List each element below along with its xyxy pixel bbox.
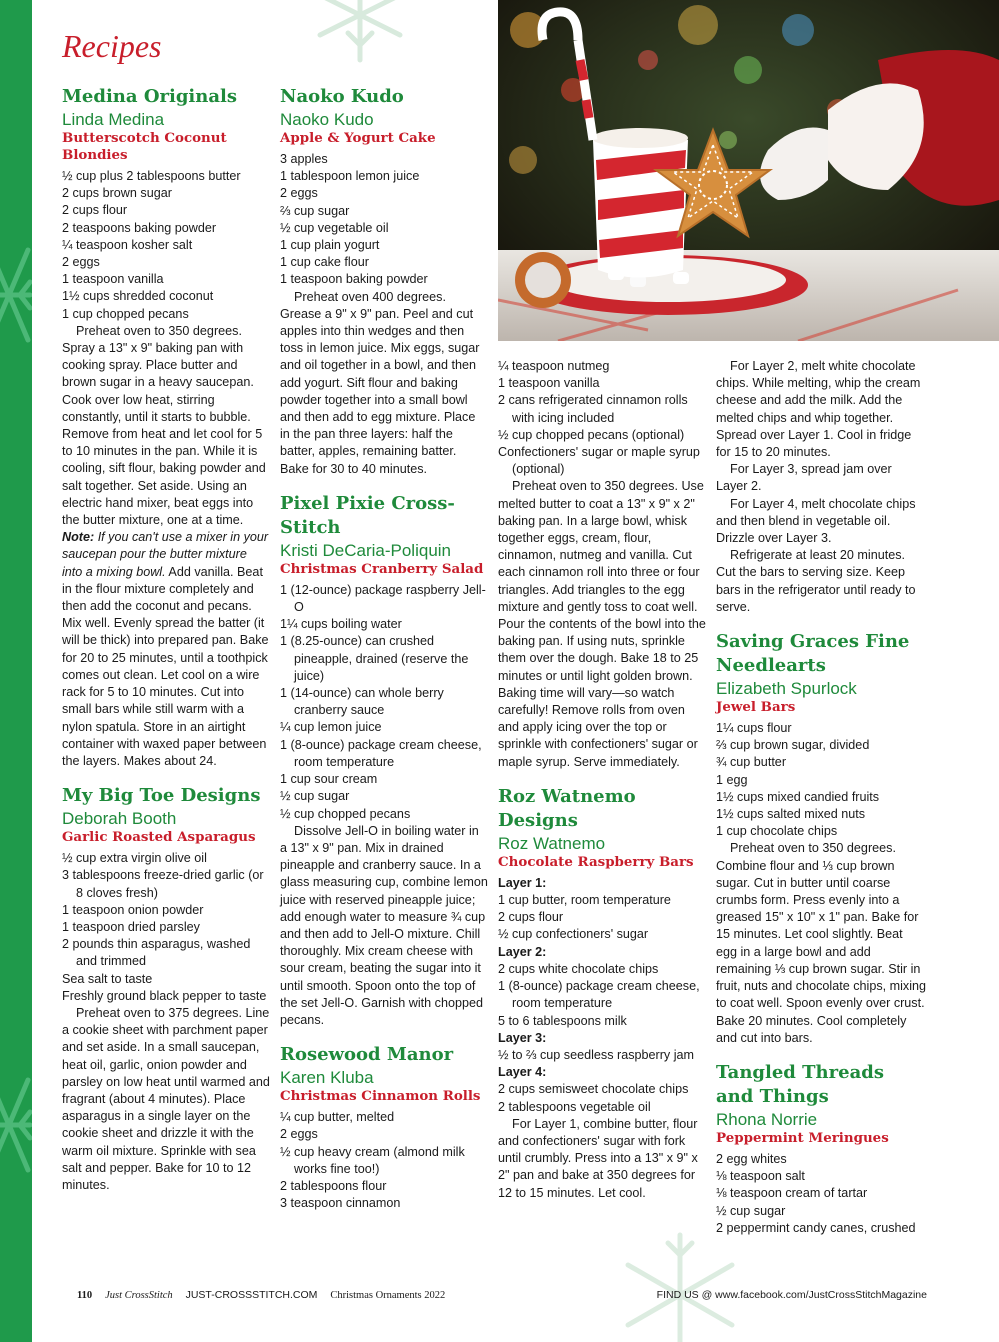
designer-name: My Big Toe Designs: [62, 785, 261, 807]
ingredient: ⅛ teaspoon salt: [716, 1169, 805, 1184]
ingredient: 1 teaspoon baking powder: [280, 272, 428, 287]
ingredient: 1 teaspoon onion powder: [62, 902, 204, 917]
recipe-tangled-threads: [716, 1061, 926, 1237]
dish-title: Butterscotch Coconut Blondies: [62, 130, 227, 163]
recipe-roz-watnemo: [498, 785, 706, 1202]
ingredient-list: [498, 358, 706, 478]
directions: [62, 323, 270, 770]
ingredient-list: [62, 168, 270, 323]
dish-title: Garlic Roasted Asparagus: [62, 829, 256, 846]
note-label: Note:: [62, 530, 95, 545]
ingredient: ½ to ⅔ cup seedless raspberry jam: [498, 1047, 694, 1062]
designer-name: Roz Watnemo Designs: [498, 785, 636, 831]
column-4: [716, 358, 926, 1251]
ingredient: 1 cup chocolate chips: [716, 824, 838, 839]
column-1: [62, 85, 270, 1208]
ingredient-list: [280, 582, 488, 823]
recipe-medina-originals: [62, 85, 270, 770]
ingredient: 1 teaspoon dried parsley: [62, 919, 200, 934]
ingredient: 3 apples: [280, 152, 328, 166]
recipe-naoko-kudo: [280, 85, 488, 478]
designer-name: Pixel Pixie Cross-Stitch: [280, 492, 455, 538]
directions-text: Preheat oven to 350 degrees. Spray a 13" x 9" baking pan with cooking spray. Place butter and brown sugar in a heavy saucepan. Cook over low heat, stirring constantly, until it starts to bubble. Remove from heat and let cool for 5 to 10 minutes in the pan. While it is cooling, sift flour, baking powder and salt together. Set aside. Using an electric hand mixer, beat eggs into the butter mixture, one at a time.: [62, 323, 266, 528]
ingredient: 1½ cups shredded coconut: [62, 289, 214, 304]
dish-title: Apple & Yogurt Cake: [280, 130, 436, 146]
ingredient: ½ cup chopped pecans: [280, 806, 411, 821]
ingredient: ½ cup vegetable oil: [280, 220, 389, 235]
author-name: Naoko Kudo: [280, 110, 374, 129]
ingredient: 2 cups flour: [62, 203, 128, 218]
ingredient: ⅔ cup sugar: [280, 203, 350, 218]
ingredient: 1 teaspoon vanilla: [498, 376, 600, 391]
dish-title: Christmas Cinnamon Rolls: [280, 1088, 481, 1105]
recipe-rosewood-manor: [280, 1043, 488, 1212]
ingredient: 1 (8-ounce) package cream cheese, room temperature: [280, 737, 482, 769]
ingredient: 1¼ cups flour: [716, 721, 792, 736]
page-title: Recipes: [62, 28, 162, 64]
left-green-bar: [0, 0, 32, 1342]
directions: Refrigerate at least 20 minutes. Cut the bars to serving size. Keep bars in the refrigerator until ready to serve.: [716, 548, 916, 614]
recipe-rosewood-manor-continued: [498, 358, 706, 771]
facebook-link[interactable]: FIND US @ www.facebook.com/JustCrossStitchMagazine: [656, 1289, 927, 1301]
directions: For Layer 3, spread jam over Layer 2.: [716, 462, 892, 494]
dish-title: Chocolate Raspberry Bars: [498, 853, 694, 870]
recipe-my-big-toe-designs: [62, 784, 270, 1194]
ingredient-list: [280, 1109, 488, 1212]
author-name: Karen Kluba: [280, 1068, 374, 1088]
column-2: [280, 85, 488, 1226]
ingredient-list: [716, 720, 926, 840]
ingredient: ¾ cup butter: [716, 755, 787, 770]
ingredient: 2 teaspoons baking powder: [62, 220, 217, 235]
designer-name: Naoko Kudo: [280, 86, 404, 107]
page-number: 110: [77, 1290, 93, 1301]
ingredient: 1 (14-ounce) can whole berry cranberry sauce: [280, 686, 444, 718]
author-name: Linda Medina: [62, 110, 165, 129]
designer-name: Rosewood Manor: [280, 1044, 454, 1066]
layer-heading: Layer 3:: [498, 1030, 547, 1045]
ingredient: 2 eggs: [280, 186, 318, 201]
ingredient-list: [498, 875, 706, 1116]
ingredient: 2 cups brown sugar: [62, 186, 172, 201]
ingredient: 2 egg whites: [716, 1151, 787, 1166]
ingredient: 1 cup chopped pecans: [62, 306, 189, 321]
ingredient: ⅔ cup brown sugar, divided: [716, 738, 870, 753]
ingredient: 1½ cups salted mixed nuts: [716, 807, 866, 822]
issue-name: Christmas Ornaments 2022: [330, 1290, 446, 1301]
ingredient-list: [280, 151, 488, 289]
ingredient: ½ cup heavy cream (almond milk works fine too!): [280, 1144, 465, 1176]
designer-name: Medina Originals: [62, 86, 237, 107]
ingredient: 1 cup butter, room temperature: [498, 893, 671, 908]
directions: Preheat oven to 350 degrees. Combine flour and ⅓ cup brown sugar. Cut in butter until coarse crumbs form. Press evenly into a greased 15" x 10" x 1" pan. Bake for 15 minutes. Let cool slightly. Beat egg in a large bowl and add remaining ⅓ cup brown sugar. Stir in fruit, nuts and chocolate chips, mixing to coat well. Spoon evenly over crust. Bake 20 minutes. Cool completely and cut into bars.: [716, 841, 927, 1045]
santa-cookie-photo: [498, 0, 999, 341]
ingredient: 5 to 6 tablespoons milk: [498, 1013, 627, 1028]
ingredient: 1 (8.25-ounce) can crushed pineapple, drained (reserve the juice): [280, 634, 469, 683]
ingredient: ¼ cup lemon juice: [280, 720, 382, 735]
directions: Preheat oven 400 degrees. Grease a 9" x 9" pan. Peel and cut apples into thin wedges and then toss in lemon juice. Mix eggs, sugar and oil together in a bowl, and then add yogurt. Sift flour and baking powder together into a small bowl and then add to egg mixture. Place in the pan three layers: half the batter, apples, remaining batter. Bake for 30 to 40 minutes.: [280, 289, 480, 476]
ingredient: 1 tablespoon lemon juice: [280, 169, 420, 184]
magazine-name: Just CrossStitch: [105, 1290, 173, 1301]
ingredient: Confectioners' sugar or maple syrup (optional): [498, 445, 700, 477]
directions: Preheat oven to 350 degrees. Use melted butter to coat a 13" x 9" x 2" baking pan. In a large bowl, whisk together eggs, cream, flour, cinnamon, nutmeg and vanilla. Cut each cinnamon roll into three or four triangles. Add triangles to the egg mixture and gently toss to coat well. Pour the contents of the bowl into the baking pan. If using nuts, sprinkle them over the dough. Bake 18 to 25 minutes or until light golden brown. Baking time will vary—so watch carefully! Remove rolls from oven and apply icing over the top or sprinkle with confectioners' sugar or maple syrup. Serve immediately.: [498, 479, 706, 769]
website-link[interactable]: JUST-CROSSSTITCH.COM: [185, 1289, 318, 1301]
author-name: Deborah Booth: [62, 809, 177, 829]
author-name: Roz Watnemo: [498, 833, 606, 853]
ingredient: 2 tablespoons flour: [280, 1178, 387, 1193]
ingredient: ¼ teaspoon nutmeg: [498, 359, 610, 373]
page-footer: [77, 1289, 927, 1301]
directions: Preheat oven to 375 degrees. Line a cookie sheet with parchment paper and set aside. In a small saucepan, heat oil, garlic, onion powder and parsley on low heat until warmed and fragrant (about 4 minutes). Place asparagus in a single layer on the cookie sheet and drizzle it with the warm oil mixture. Sprinkle with sea salt and pepper. Bake for 10 to 12 minutes.: [62, 1005, 270, 1192]
ingredient: 2 cups semisweet chocolate chips: [498, 1082, 689, 1097]
author-name: Kristi DeCaria-Poliquin: [280, 540, 452, 560]
ingredient: 2 eggs: [62, 255, 100, 270]
layer-heading: Layer 1:: [498, 875, 547, 890]
ingredient: 1½ cups mixed candied fruits: [716, 789, 880, 804]
ingredient: 3 tablespoons freeze-dried garlic (or 8 cloves fresh): [62, 868, 264, 900]
ingredient: ½ cup plus 2 tablespoons butter: [62, 169, 241, 183]
dish-title: Christmas Cranberry Salad: [280, 560, 484, 577]
recipe-roz-watnemo-continued: [716, 358, 926, 616]
ingredient-list: [716, 1151, 926, 1237]
author-name: Rhona Norrie: [716, 1109, 818, 1129]
dish-title: Jewel Bars: [716, 699, 796, 716]
ingredient: 1 cup plain yogurt: [280, 238, 380, 253]
ingredient: 2 peppermint candy canes, crushed: [716, 1220, 916, 1235]
ingredient: 2 eggs: [280, 1127, 318, 1142]
ingredient: 2 cups flour: [498, 910, 564, 925]
directions-text: Add vanilla. Beat in the flour mixture completely and then add the coconut and pecans. Mix well. Evenly spread the batter (it will be thick) into prepared pan. Bake for 20 to 25 minutes, until a toothpick comes out clean. Let cool on a wire rack for 5 to 10 minutes. Cut into small bars while still warm with a nylon spatula. Store in an airtight container with waxed paper between the layers. Makes about 24.: [62, 564, 269, 768]
recipe-pixel-pixie: [280, 492, 488, 1029]
ingredient: 2 cups white chocolate chips: [498, 961, 659, 976]
ingredient: ½ cup extra virgin olive oil: [62, 851, 207, 866]
ingredient: 1 teaspoon vanilla: [62, 272, 164, 287]
author-name: Elizabeth Spurlock: [716, 679, 857, 699]
designer-name: Saving Graces Fine Needlearts: [716, 631, 910, 677]
ingredient: ¼ teaspoon kosher salt: [62, 237, 193, 252]
column-3: [498, 358, 706, 1216]
ingredient: 1 (12-ounce) package raspberry Jell-O: [280, 582, 486, 615]
directions: Dissolve Jell-O in boiling water in a 13" x 9" pan. Mix in drained pineapple and cranberry sauce. In a glass measuring cup, combine lemon juice with reserved pineapple juice; add enough water to measure ¾ cup and then add to Jell-O mixture. Chill thoroughly. Mix cream cheese with sour cream, beating the sugar into it until smooth. Spoon onto the top of the set Jell-O. Garnish with chopped pecans.: [280, 823, 488, 1027]
dish-title: Peppermint Meringues: [716, 1129, 889, 1146]
directions: For Layer 4, melt chocolate chips and then blend in vegetable oil. Drizzle over Layer 3.: [716, 496, 916, 546]
ingredient: ⅛ teaspoon cream of tartar: [716, 1186, 868, 1201]
snowflake-icon: [300, 0, 420, 70]
layer-heading: Layer 2:: [498, 944, 547, 959]
ingredient: 1 cup cake flour: [280, 255, 369, 270]
ingredient: 3 teaspoon cinnamon: [280, 1196, 401, 1211]
ingredient: ½ cup sugar: [716, 1203, 786, 1218]
ingredient: ½ cup chopped pecans (optional): [498, 427, 685, 442]
ingredient: ½ cup confectioners' sugar: [498, 927, 649, 942]
ingredient: 2 pounds thin asparagus, washed and trimmed: [62, 937, 251, 969]
designer-name: Tangled Threads and Things: [716, 1061, 884, 1107]
ingredient: 1 cup sour cream: [280, 772, 378, 787]
ingredient: 1 egg: [716, 772, 748, 787]
directions: For Layer 2, melt white chocolate chips. While melting, whip the cream cheese and add the milk. Add the melted chips and whip together. Spread over Layer 1. Cool in fridge for 15 to 20 minutes.: [716, 359, 921, 460]
ingredient: 2 cans refrigerated cinnamon rolls with icing included: [498, 393, 688, 425]
ingredient: 1¼ cups boiling water: [280, 617, 402, 632]
note-text: If you can't use a mixer in your saucepan pour the butter mixture into a mixing bowl.: [62, 530, 269, 579]
directions: For Layer 1, combine butter, flour and confectioners' sugar with fork until crumbly. Press into a 13" x 9" x 2" pan and bake at 350 degrees for 12 to 15 minutes. Let cool.: [498, 1116, 698, 1200]
ingredient: Freshly ground black pepper to taste: [62, 988, 267, 1003]
ingredient: 2 tablespoons vegetable oil: [498, 1099, 651, 1114]
recipe-saving-graces: [716, 630, 926, 1047]
layer-heading: Layer 4:: [498, 1065, 547, 1080]
ingredient: ¼ cup butter, melted: [280, 1110, 395, 1125]
ingredient: 1 (8-ounce) package cream cheese, room temperature: [498, 979, 700, 1011]
ingredient: ½ cup sugar: [280, 789, 350, 804]
ingredient-list: [62, 850, 270, 1005]
ingredient: Sea salt to taste: [62, 971, 153, 986]
